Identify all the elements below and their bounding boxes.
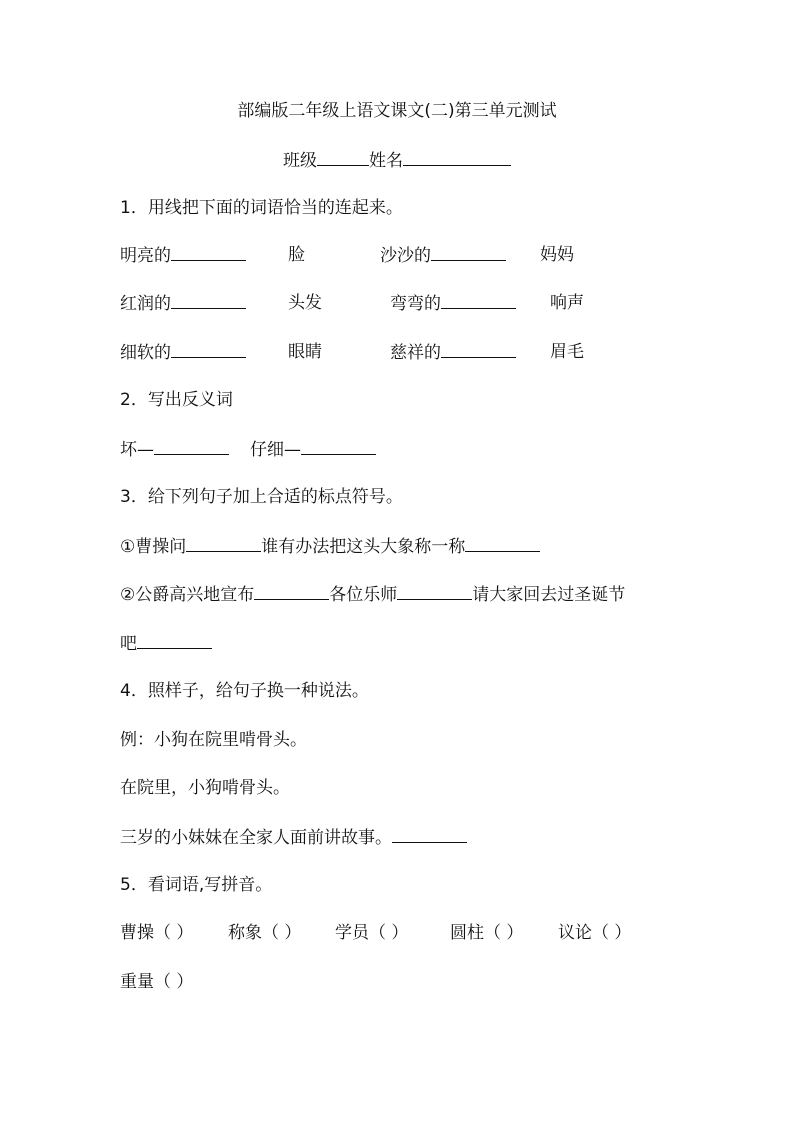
q1-word: 明亮的 <box>120 246 171 266</box>
name-label: 姓名 <box>369 151 403 171</box>
q3-num: ① <box>120 537 136 557</box>
q1-word: 脸 <box>288 245 305 265</box>
q3-sentence-1 <box>120 534 540 559</box>
q1-word: 头发 <box>288 293 322 313</box>
q3-text: 各位乐师 <box>329 585 398 605</box>
q4-task <box>120 825 467 850</box>
class-label: 班级 <box>283 151 317 171</box>
q1-word: 沙沙的 <box>380 246 431 266</box>
q1-word: 眉毛 <box>550 342 584 362</box>
q1-row <box>120 243 680 267</box>
q3-heading: 3．给下列句子加上合适的标点符号。 <box>120 487 403 507</box>
q1-word: 响声 <box>550 293 584 313</box>
q3-text: 请大家回去过圣诞节 <box>472 585 626 605</box>
q1-blank[interactable] <box>441 340 516 358</box>
q3-text: 公爵高兴地宣布 <box>135 585 255 605</box>
q1-row <box>120 340 680 364</box>
q2-row <box>120 437 520 461</box>
q1-word: 细软的 <box>120 343 171 363</box>
q3-num: ② <box>120 585 136 605</box>
q3-blank[interactable] <box>397 582 472 600</box>
q2-blank[interactable] <box>301 437 376 455</box>
q3-blank[interactable] <box>254 582 329 600</box>
q1-row <box>120 291 680 315</box>
q1-blank[interactable] <box>171 291 246 309</box>
q4-blank[interactable] <box>392 825 467 843</box>
q1-word: 慈祥的 <box>390 343 441 363</box>
q1-word: 红润的 <box>120 294 171 314</box>
q2-item: 坏— <box>120 440 154 460</box>
q1-blank[interactable] <box>171 243 246 261</box>
q5-paren[interactable]: （ ） <box>592 923 632 943</box>
q5-word: 曹操 <box>120 923 154 943</box>
q2-heading: 2．写出反义词 <box>120 390 233 410</box>
q5-paren[interactable]: （ ） <box>154 923 194 943</box>
q5-word: 议论 <box>558 923 592 943</box>
q1-heading: 1．用线把下面的词语恰当的连起来。 <box>120 198 403 218</box>
q1-blank[interactable] <box>431 243 506 261</box>
student-info <box>0 148 794 173</box>
q3-sentence-2-cont <box>120 631 212 656</box>
q3-sentence-2 <box>120 582 625 607</box>
q1-word: 妈妈 <box>540 245 574 265</box>
q5-paren[interactable]: （ ） <box>262 923 302 943</box>
q5-word: 重量 <box>120 972 154 992</box>
q1-blank[interactable] <box>171 340 246 358</box>
q5-paren[interactable]: （ ） <box>369 923 409 943</box>
page-title: 部编版二年级上语文课文(二)第三单元测试 <box>237 101 557 121</box>
q5-paren[interactable]: （ ） <box>484 923 524 943</box>
q1-blank[interactable] <box>441 291 516 309</box>
q3-blank[interactable] <box>186 534 261 552</box>
q2-blank[interactable] <box>154 437 229 455</box>
q3-text: 吧 <box>120 634 137 654</box>
q2-item: 仔细— <box>250 440 301 460</box>
q5-heading: 5．看词语,写拼音。 <box>120 875 273 895</box>
q3-text: 曹操问 <box>135 537 187 557</box>
q5-word: 圆柱 <box>450 923 484 943</box>
q5-word: 称象 <box>228 923 262 943</box>
name-blank[interactable] <box>403 148 511 166</box>
q4-heading: 4．照样子，给句子换一种说法。 <box>120 681 369 701</box>
q3-blank[interactable] <box>137 631 212 649</box>
q5-row-2 <box>120 970 193 994</box>
class-blank[interactable] <box>317 148 369 166</box>
q4-example: 例：小狗在院里啃骨头。 <box>120 730 307 750</box>
q5-paren[interactable]: （ ） <box>154 972 194 992</box>
q3-blank[interactable] <box>465 534 540 552</box>
q4-task-text: 三岁的小妹妹在全家人面前讲故事。 <box>120 828 392 848</box>
q5-word: 学员 <box>335 923 369 943</box>
q1-word: 眼睛 <box>288 342 322 362</box>
q3-text: 谁有办法把这头大象称一称 <box>261 537 466 557</box>
q1-word: 弯弯的 <box>390 294 441 314</box>
q5-row <box>120 921 680 945</box>
q4-answer: 在院里，小狗啃骨头。 <box>120 778 290 798</box>
